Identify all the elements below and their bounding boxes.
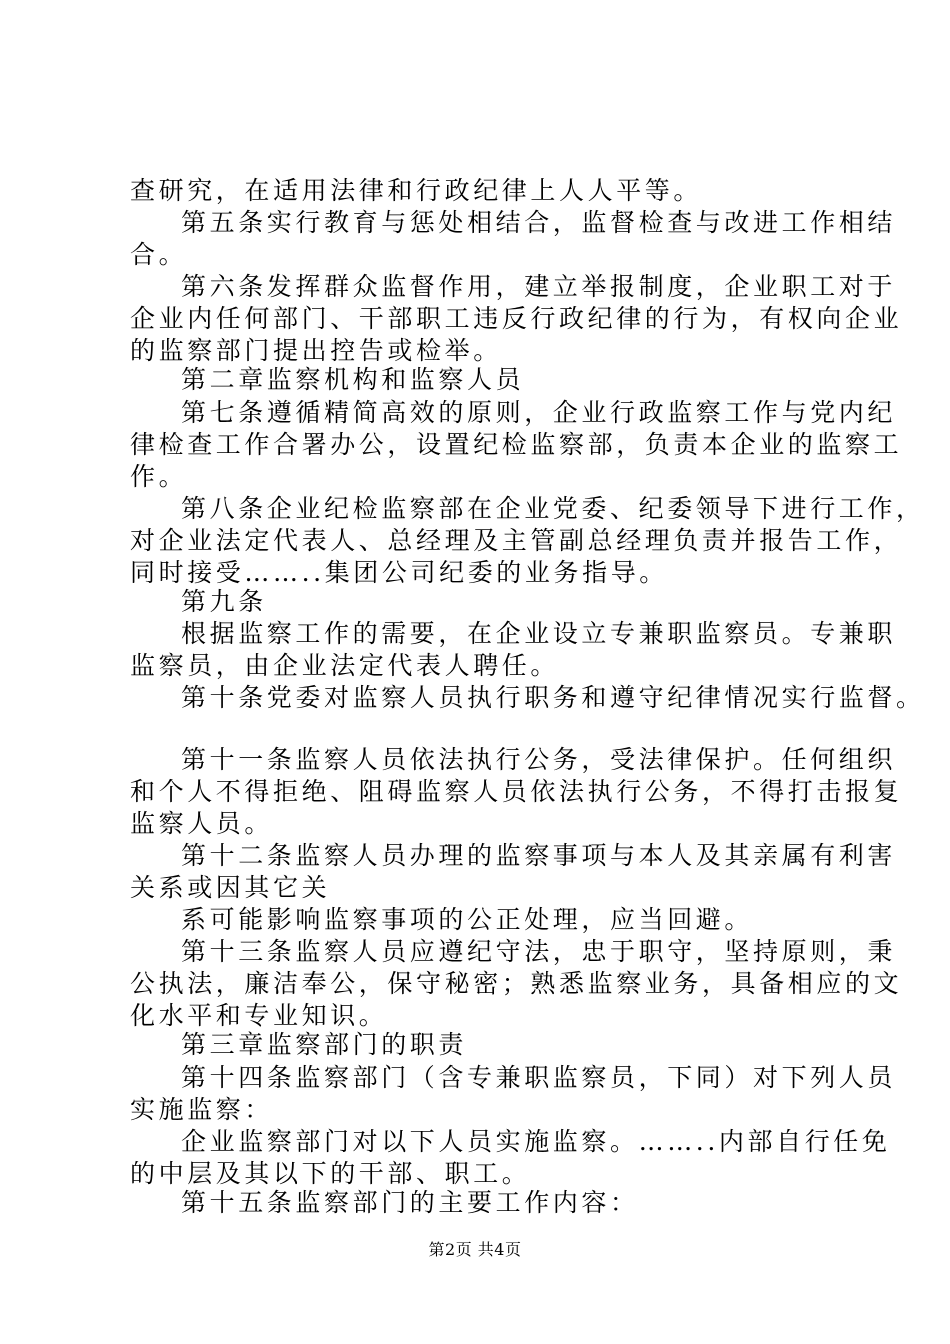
text-line: 根据监察工作的需要，在企业设立专兼职监察员。专兼职 [181,619,897,648]
chapter-heading: 第二章监察机构和监察人员 [181,365,525,394]
text-line: 公执法，廉洁奉公，保守秘密；熟悉监察业务，具备相应的文 [130,969,903,998]
text-line: 第五条实行教育与惩处相结合，监督检查与改进工作相结 [181,208,897,237]
text-line: 关系或因其它关 [130,873,331,902]
text-line: 同时接受……..集团公司纪委的业务指导。 [130,558,668,587]
text-line: 系可能影响监察事项的公正处理，应当回避。 [181,905,754,934]
text-line: 第六条发挥群众监督作用，建立举报制度，企业职工对于 [181,272,897,301]
text-line: 对企业法定代表人、总经理及主管副总经理负责并报告工作， [130,526,903,555]
text-line: 的监察部门提出控告或检举。 [130,336,502,365]
text-line: 作。 [130,462,188,491]
text-line: 监察员，由企业法定代表人聘任。 [130,651,560,680]
text-line: 律检查工作合署办公，设置纪检监察部，负责本企业的监察工 [130,430,903,459]
text-line: 第八条企业纪检监察部在企业党委、纪委领导下进行工作， [181,494,925,523]
text-line: 查研究，在适用法律和行政纪律上人人平等。 [130,176,703,205]
text-line: 企业监察部门对以下人员实施监察。……..内部自行任免 [181,1127,891,1156]
text-line: 和个人不得拒绝、阻碍监察人员依法执行公务，不得打击报复 [130,777,903,806]
text-line: 合。 [130,240,188,269]
text-line: 第十五条监察部门的主要工作内容： [181,1188,639,1217]
text-line: 第十一条监察人员依法执行公务，受法律保护。任何组织 [181,745,897,774]
text-line: 第十四条监察部门（含专兼职监察员，下同）对下列人员 [181,1063,897,1092]
page-number-footer: 第2页 共4页 [428,1240,522,1259]
text-line: 第十二条监察人员办理的监察事项与本人及其亲属有利害 [181,841,897,870]
text-line: 企业内任何部门、干部职工违反行政纪律的行为，有权向企业 [130,304,903,333]
text-line: 第九条 [181,587,267,616]
text-line: 第十条党委对监察人员执行职务和遵守纪律情况实行监督。 [181,683,925,712]
text-line: 第十三条监察人员应遵纪守法，忠于职守，坚持原则，秉 [181,937,897,966]
text-line: 监察人员。 [130,809,274,838]
text-line: 第七条遵循精简高效的原则，企业行政监察工作与党内纪 [181,398,897,427]
chapter-heading: 第三章监察部门的职责 [181,1030,468,1059]
text-line: 化水平和专业知识。 [130,1001,388,1030]
text-line: 实施监察： [130,1095,274,1124]
text-line: 的中层及其以下的干部、职工。 [130,1159,531,1188]
